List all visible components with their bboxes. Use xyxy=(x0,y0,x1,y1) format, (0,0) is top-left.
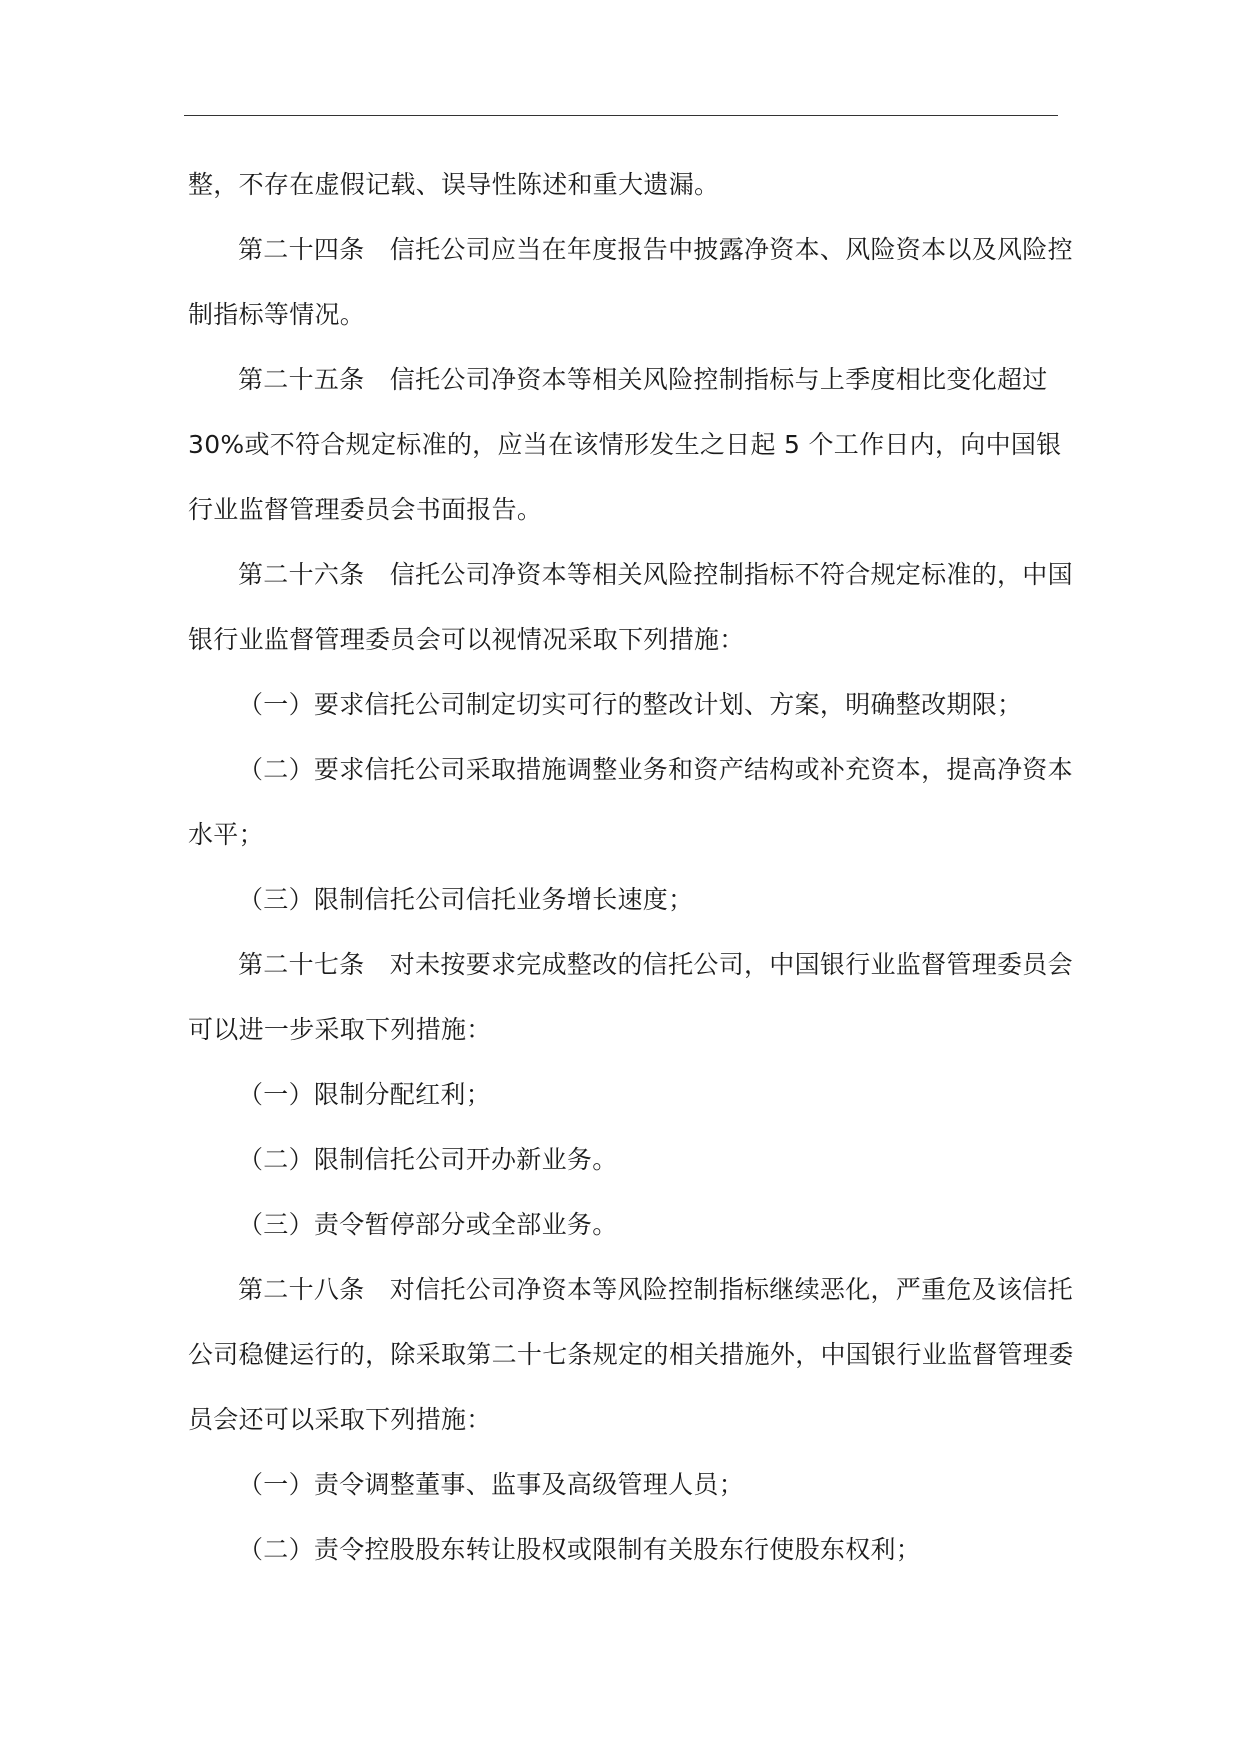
header-rule xyxy=(184,115,1058,116)
text-line: 银行业监督管理委员会可以视情况采取下列措施： xyxy=(188,625,745,654)
article-25-line: 第二十五条 信托公司净资本等相关风险控制指标与上季度相比变化超过 xyxy=(238,365,1048,394)
list-item: （二）限制信托公司开办新业务。 xyxy=(238,1145,618,1174)
text-line: 员会还可以采取下列措施： xyxy=(188,1405,492,1434)
text-line: 制指标等情况。 xyxy=(188,300,366,329)
text-line: 整，不存在虚假记载、误导性陈述和重大遗漏。 xyxy=(188,170,720,199)
text-line: 水平； xyxy=(188,820,264,849)
text-line: 30%或不符合规定标准的，应当在该情形发生之日起 5 个工作日内，向中国银 xyxy=(188,430,1062,459)
text-line: 公司稳健运行的，除采取第二十七条规定的相关措施外，中国银行业监督管理委 xyxy=(188,1340,1074,1369)
article-27-line: 第二十七条 对未按要求完成整改的信托公司，中国银行业监督管理委员会 xyxy=(238,950,1073,979)
article-28-line: 第二十八条 对信托公司净资本等风险控制指标继续恶化，严重危及该信托 xyxy=(238,1275,1073,1304)
article-24-line: 第二十四条 信托公司应当在年度报告中披露净资本、风险资本以及风险控 xyxy=(238,235,1073,264)
list-item: （一）限制分配红利； xyxy=(238,1080,492,1109)
list-item: （三）限制信托公司信托业务增长速度； xyxy=(238,885,694,914)
list-item: （一）要求信托公司制定切实可行的整改计划、方案，明确整改期限； xyxy=(238,690,1023,719)
text-line: 可以进一步采取下列措施： xyxy=(188,1015,492,1044)
list-item: （二）责令控股股东转让股权或限制有关股东行使股东权利； xyxy=(238,1535,922,1564)
list-item: （一）责令调整董事、监事及高级管理人员； xyxy=(238,1470,745,1499)
list-item: （三）责令暂停部分或全部业务。 xyxy=(238,1210,618,1239)
article-26-line: 第二十六条 信托公司净资本等相关风险控制指标不符合规定标准的，中国 xyxy=(238,560,1073,589)
list-item: （二）要求信托公司采取措施调整业务和资产结构或补充资本，提高净资本 xyxy=(238,755,1073,784)
text-line: 行业监督管理委员会书面报告。 xyxy=(188,495,543,524)
